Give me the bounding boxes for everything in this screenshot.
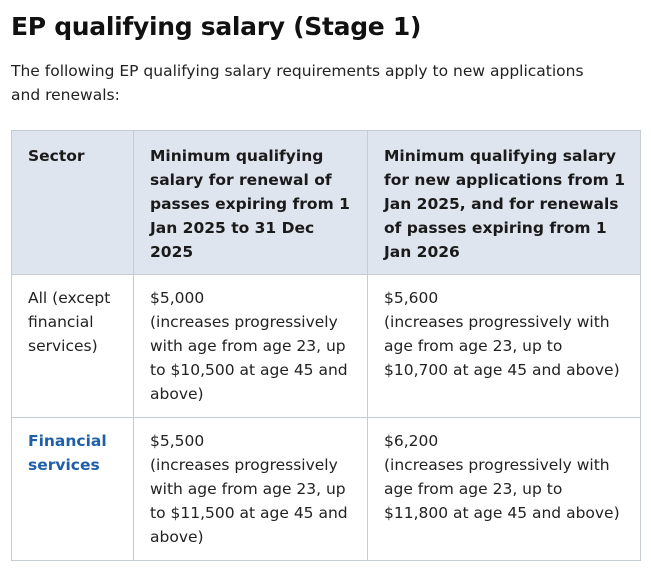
salary-table: [11, 130, 641, 561]
page-title: EP qualifying salary (Stage 1): [11, 12, 422, 41]
renewal-note: (increases progressively with age from age 23, up to $11,500 at age 45 and above): [150, 456, 348, 546]
table-row: [12, 418, 641, 561]
renewal-amount: $5,500: [150, 432, 205, 450]
cell-new-application-salary: [368, 275, 641, 418]
new-note: (increases progressively with age from age 23, up to $11,800 at age 45 and above): [384, 456, 620, 522]
cell-renewal-salary: [134, 275, 368, 418]
new-amount: $6,200: [384, 432, 439, 450]
cell-sector: [12, 418, 134, 561]
renewal-amount: $5,000: [150, 289, 205, 307]
cell-new-application-salary: [368, 418, 641, 561]
table-row: [12, 275, 641, 418]
cell-renewal-salary: [134, 418, 368, 561]
cell-sector: [12, 275, 134, 418]
header-renewal-salary: Minimum qualifying salary for renewal of passes expiring from 1 Jan 2025 to 31 Dec 2025: [134, 131, 368, 275]
table-header-row: [12, 131, 641, 275]
header-new-application-salary: Minimum qualifying salary for new applications from 1 Jan 2025, and for renewals of passes expiring from 1 Jan 2026: [368, 131, 641, 275]
new-note: (increases progressively with age from age 23, up to $10,700 at age 45 and above): [384, 313, 620, 379]
intro-text: The following EP qualifying salary requirements apply to new applications and renewals:: [11, 62, 584, 104]
new-amount: $5,600: [384, 289, 439, 307]
renewal-note: (increases progressively with age from age 23, up to $10,500 at age 45 and above): [150, 313, 348, 403]
header-sector: Sector: [12, 131, 134, 275]
financial-services-link[interactable]: Financial services: [28, 432, 107, 474]
sector-label: All (except financial services): [28, 289, 111, 355]
